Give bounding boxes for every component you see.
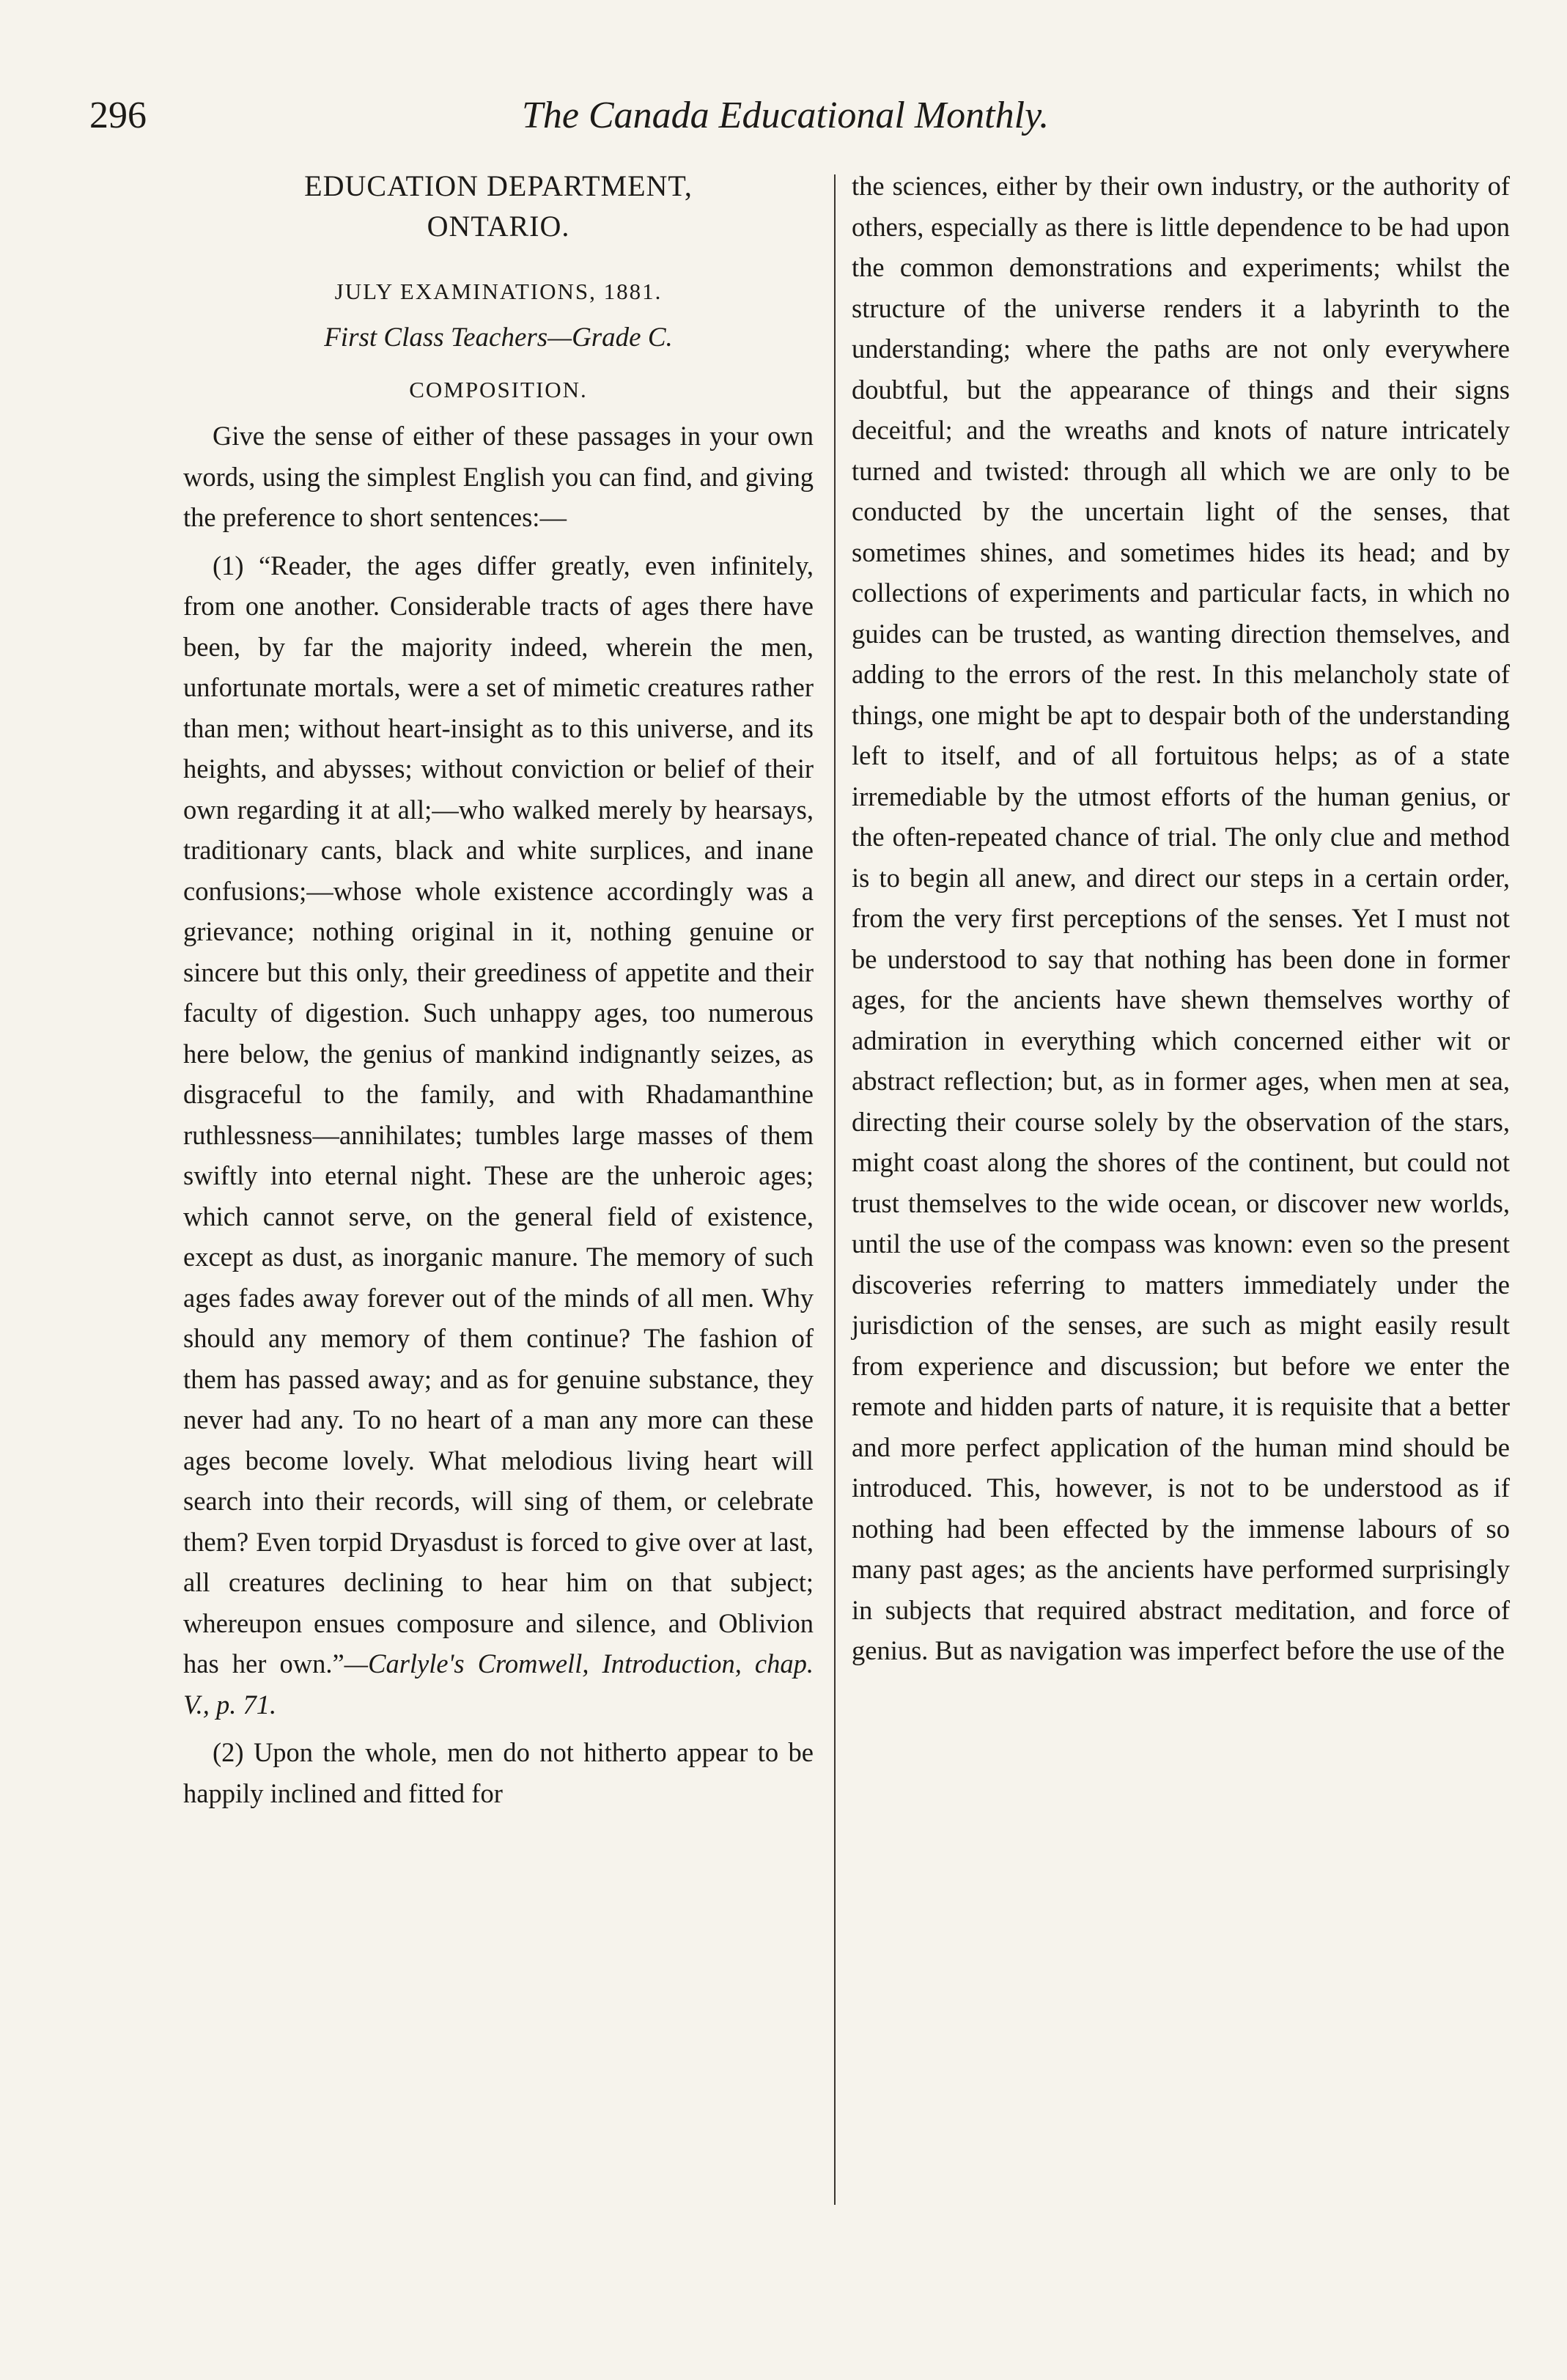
passage-two-continued: the sciences, either by their own industry, or the authority of others, especially as there is little dependence to be had upon the common demonstrations and experiments; whilst the structure of the universe renders it a labyrinth to the understanding; where the paths are not only everywhere doubtful, but the appearance of things and their signs deceitful; and the wreaths and knots of nature intricately turned and twisted: through all which we are only to be conducted by the uncertain light of the senses, that sometimes shines, and sometimes hides its head; and by collections of experiments and particular facts, in which no guides can be trusted, as wanting direction themselves, and adding to the errors of the rest. In this melancholy state of things, one might be apt to despair both of the understanding left to itself, and of all fortuitous helps; as of a state irremediable by the utmost efforts of the human genius, or the often-repeated chance of trial. The only clue and method is to begin all anew, and direct our steps in a certain order, from the very first perceptions of the senses. Yet I must not be understood to say that nothing has been done in former ages, for the ancients have shewn themselves worthy of admiration in everything which concerned either wit or abstract reflection; but, as in former ages, when men at sea, directing their course solely by the observation of the stars, might coast along the shores of the continent, but could not trust themselves to the wide ocean, or discover new worlds, until the use of the compass was known: even so the present discoveries referring to matters immediately under the jurisdiction of the senses, are such as might easily result from experience and discussion; but before we enter the remote and hidden parts of nature, it is requisite that a better and more perfect application of the human mind should be introduced. This, however, is not to be understood as if nothing had been effected by the immense labours of so many past ages; as the ancients have performed surprisingly in subjects that required abstract meditation, and force of genius. But as navigation was imperfect before the use of the — [852, 171, 1510, 1665]
examinations-heading: JULY EXAMINATIONS, 1881. — [334, 279, 663, 304]
left-column — [183, 166, 814, 1813]
page-header — [89, 86, 1145, 145]
column-divider — [834, 174, 836, 2205]
grade-heading: First Class Teachers—Grade C. — [324, 323, 673, 353]
passage-one — [183, 545, 814, 1725]
passage-two-start: (2) Upon the whole, men do not hitherto appear to be happily inclined and fitted for — [183, 1737, 814, 1808]
right-column — [852, 166, 1510, 1671]
passage-one-text: (1) “Reader, the ages differ greatly, even infinitely, from one another. Considerable tracts of ages there have been, by far the majority indeed, wherein the men, unfortunate mortals, were a set of mimetic creatures rather than men; without heart-insight as to this universe, and its heights, and abysses; without conviction or belief of their own regarding it at all;—who walked merely by hearsays, traditionary cants, black and white surplices, and inane confusions;—whose whole existence accordingly was a grievance; nothing original in it, nothing genuine or sincere but this only, their greediness of appetite and their faculty of digestion. Such unhappy ages, too numerous here below, the genius of mankind indignantly seizes, as disgraceful to the family, and with Rhadamanthine ruthlessness—annihilates; tumbles large masses of them swiftly into eternal night. These are the unheroic ages; which cannot serve, on the general field of existence, except as dust, as inorganic manure. The memory of such ages fades away forever out of the minds of all men. Why should any memory of them continue? The fashion of them has passed away; and as for genuine substance, they never had any. To no heart of a man any more can these ages become lovely. What melodious living heart will search into their records, will sing of them, or celebrate them? Even torpid Dryasdust is forced to give over at last, all creatures declining to hear him on that subject; whereupon ensues composure and silence, and Oblivion has her own.” — [183, 550, 814, 1679]
instructions-paragraph: Give the sense of either of these passages in your own words, using the simplest English you can find, and giving the preference to short sentences:— — [183, 421, 814, 532]
passage-one-attribution: —Carlyle's Cromwell, Introduction, chap. V., p. 71. — [183, 1648, 814, 1720]
page-number: 296 — [89, 95, 147, 136]
subject-heading: COMPOSITION. — [409, 377, 588, 402]
department-province: ONTARIO. — [427, 210, 570, 243]
running-title: The Canada Educational Monthly. — [522, 95, 1050, 136]
department-title: EDUCATION DEPARTMENT, — [304, 169, 693, 202]
